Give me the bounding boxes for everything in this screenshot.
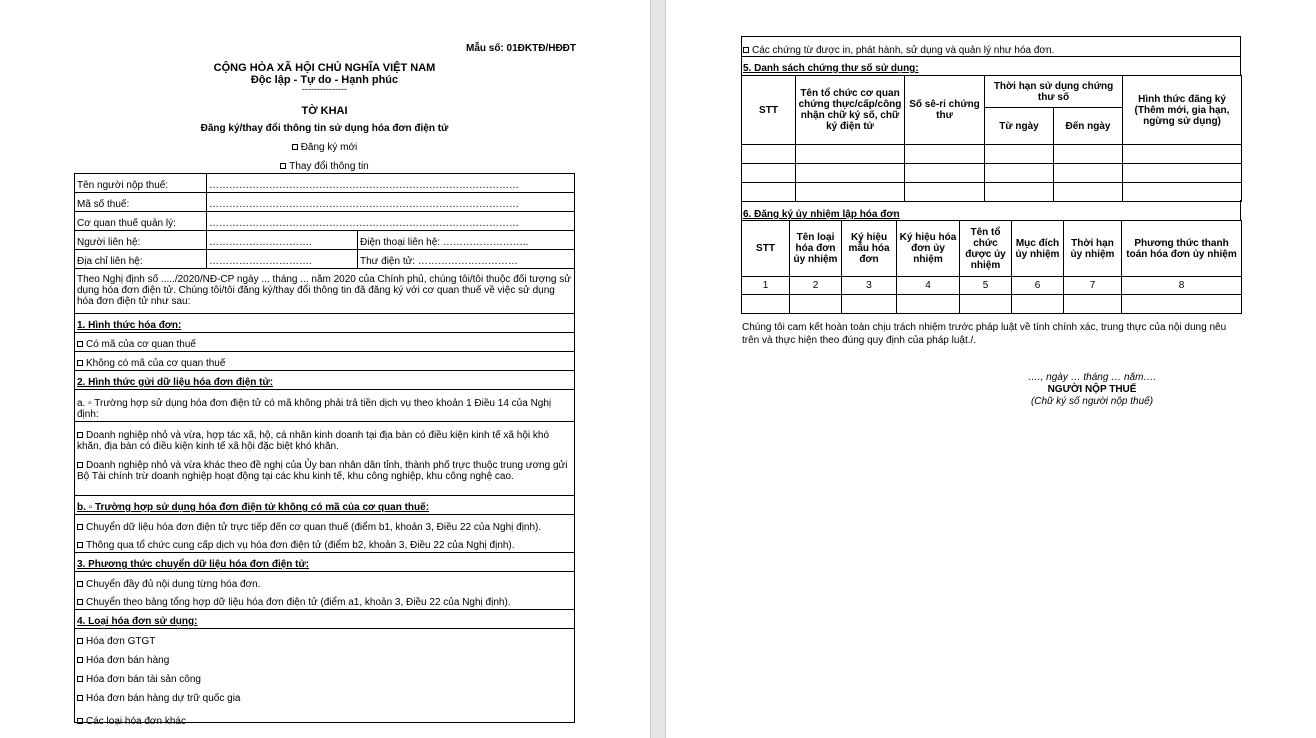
checkbox-icon [77,676,83,682]
checkbox-icon [77,695,83,701]
t6-header-type: Tên loại hóa đơn ủy nhiệm [790,221,842,277]
row-contact: Người liên hệ: …………………………. Điện thoại liên hệ: …………………….. [75,231,574,250]
delegation-table [741,220,1242,314]
t5-header-serial: Số sê-ri chứng thư [905,76,985,145]
document-page-2 [666,0,1316,738]
s2-option-b1[interactable]: Chuyển dữ liệu hóa đơn điện tử trực tiếp đến cơ quan thuế (điểm b1, khoản 3, Điều 22 của Nghị định). [75,515,574,534]
checkbox-icon [77,718,83,724]
t6-header-purpose: Mục đích ủy nhiệm [1012,221,1064,277]
s1-option-with-code[interactable]: Có mã của cơ quan thuế [75,333,574,352]
s2-option-a1[interactable]: Doanh nghiệp nhỏ và vừa, hợp tác xã, hộ, cá nhân kinh doanh tại địa bàn có điều kiện kinh tế xã hội khó khăn, địa bàn có điều kiện kinh tế xã hội đặc biệt khó khăn. [77,430,550,452]
contact-person-field[interactable]: …………………………. [209,237,312,248]
doc-subtitle: Đăng ký/thay đổi thông tin sử dụng hóa đơn điện tử [200,123,449,134]
checkbox-icon [77,657,83,663]
section-3-title: 3. Phương thức chuyển dữ liệu hóa đơn điện tử: [75,553,574,572]
commitment-text: Chúng tôi cam kết hoàn toàn chịu trách nhiệm trước pháp luật về tính chính xác, trung thực của nội dung nêu trên và thực hiện theo đúng quy định của pháp luật./. [742,322,1227,346]
checkbox-icon [77,360,83,366]
t5-header-form: Hình thức đăng ký (Thêm mới, gia hạn, ngừng sử dụng) [1123,76,1242,145]
phone-field[interactable]: Điện thoại liên hệ: …………………….. [360,237,529,248]
option-change-info[interactable]: Thay đổi thông tin [74,161,575,172]
section-4-title: 4. Loại hóa đơn sử dụng: [75,610,574,629]
section-5-title: 5. Danh sách chứng thư số sử dụng: [743,63,919,74]
table-row [742,145,1242,164]
checkbox-icon [77,581,83,587]
table-row: 1 2 3 4 5 6 7 8 [742,277,1242,295]
s4-item-sales[interactable]: Hóa đơn bán hàng [75,648,574,667]
continuation-block [741,36,1241,76]
row-tax-code: Mã số thuế: ………………………………………………………………………………… [75,193,574,212]
form-code: Mẫu số: 01ĐKTĐ/HĐĐT [465,43,576,54]
row-tax-office: Cơ quan thuế quản lý: ………………………………………………………………………………… [75,212,574,231]
table-row [742,295,1242,314]
checkbox-icon [77,524,83,530]
s3-option-summary[interactable]: Chuyển theo bảng tổng hợp dữ liệu hóa đơn điện tử (điểm a1, khoản 3, Điều 22 của Nghị định). [75,591,574,610]
t5-header-org: Tên tổ chức cơ quan chứng thực/cấp/công nhận chữ ký số, chữ ký điện tử [796,76,905,145]
t6-header-stt: STT [742,221,790,277]
checkbox-icon [77,432,83,438]
checkbox-icon [77,341,83,347]
row-address: Địa chỉ liên hệ: …………………………. Thư điện tử: ………………………… [75,250,574,269]
signer-note: (Chữ ký số người nộp thuế) [1030,396,1154,407]
signer-title: NGƯỜI NỘP THUẾ [1047,384,1137,395]
section-2-title: 2. Hình thức gửi dữ liệu hóa đơn điện tử: [75,371,574,390]
top-item[interactable]: Các chứng từ được in, phát hành, sử dụng và quản lý như hóa đơn. [743,45,1239,56]
t6-header-term: Thời hạn ủy nhiệm [1064,221,1122,277]
s2-option-b2[interactable]: Thông qua tổ chức cung cấp dịch vụ hóa đơn điện tử (điểm b2, khoản 3, Điều 22 của Nghị định). [75,534,574,553]
checkbox-icon [743,47,749,53]
taxpayer-name-field[interactable]: ………………………………………………………………………………… [209,180,519,191]
address-field[interactable]: …………………………. [209,256,312,267]
section-6-row [741,200,1241,220]
s4-item-public-assets[interactable]: Hóa đơn bán tài sản công [75,667,574,686]
document-page-1 [0,0,650,738]
registration-form-table [74,173,575,727]
s4-item-national-reserve[interactable]: Hóa đơn bán hàng dự trữ quốc gia [75,686,574,705]
option-register-new[interactable]: Đăng ký mới [74,142,575,153]
checkbox-icon [77,599,83,605]
s2-option-a[interactable]: a. ▫ Trường hợp sử dụng hóa đơn điện tử có mã không phải trả tiền dịch vụ theo khoản 1 Điều 14 của Nghị định: [75,390,574,422]
section-6-title: 6. Đăng ký ủy nhiệm lập hóa đơn [743,209,900,220]
t6-header-template: Ký hiệu mẫu hóa đơn [842,221,897,277]
t6-header-symbol: Ký hiệu hóa đơn ủy nhiệm [897,221,960,277]
s1-option-without-code[interactable]: Không có mã của cơ quan thuế [75,352,574,371]
motto: Độc lập - Tự do - Hạnh phúc [250,74,399,86]
checkbox-icon [292,144,298,150]
t5-header-period: Thời hạn sử dụng chứng thư số [985,76,1123,108]
page-gutter [650,0,666,738]
nation-heading: CỘNG HÒA XÃ HỘI CHỦ NGHĨA VIỆT NAM [213,62,436,74]
table-row [742,164,1242,183]
s2-option-a2[interactable]: Doanh nghiệp nhỏ và vừa khác theo đề nghị của Ủy ban nhân dân tỉnh, thành phố trực thuộc trung ương gửi Bộ Tài chính trừ doanh nghiệp hoạt động tại các khu kinh tế, khu công nghiệp, khu công nghệ cao. [75,456,574,496]
s4-item-other[interactable]: Các loại hóa đơn khác [75,705,574,724]
t6-header-org: Tên tổ chức được ủy nhiệm [960,221,1012,277]
tax-office-field[interactable]: ………………………………………………………………………………… [209,218,519,229]
date-line: …., ngày … tháng … năm…. [1027,372,1157,383]
certificate-table [741,75,1242,202]
t5-header-from: Từ ngày [985,108,1054,145]
s4-item-gtgt[interactable]: Hóa đơn GTGT [75,629,574,648]
checkbox-icon [77,462,83,468]
checkbox-icon [280,163,286,169]
doc-title: TỜ KHAI [301,105,348,117]
t6-header-payment: Phương thức thanh toán hóa đơn ủy nhiệm [1122,221,1242,277]
email-field[interactable]: Thư điện tử: ………………………… [360,256,518,267]
tax-code-field[interactable]: ………………………………………………………………………………… [209,199,519,210]
checkbox-icon [77,542,83,548]
s3-option-full[interactable]: Chuyển đầy đủ nội dung từng hóa đơn. [75,572,574,591]
motto-rule: --------------- [302,84,347,94]
table-row [742,183,1242,202]
checkbox-icon [77,638,83,644]
row-taxpayer-name: Tên người nộp thuế: ………………………………………………………………………………… [75,174,574,193]
t5-header-stt: STT [742,76,796,145]
intro-paragraph: Theo Nghị định số ...../2020/NĐ-CP ngày ... tháng ... năm 2020 của Chính phủ, chúng tôi/tôi thuộc đối tượng sử dụng hóa đơn điện tử. Chúng tôi/tôi đăng ký/thay đổi thông tin đã đăng ký với cơ quan thuế về việc sử dụng hóa đơn điện tử như sau: [75,274,574,314]
s2-option-b[interactable]: b. ▫ Trường hợp sử dụng hóa đơn điện tử không có mã của cơ quan thuế: [75,496,574,515]
section-1-title: 1. Hình thức hóa đơn: [75,314,574,333]
t5-header-to: Đến ngày [1054,108,1123,145]
